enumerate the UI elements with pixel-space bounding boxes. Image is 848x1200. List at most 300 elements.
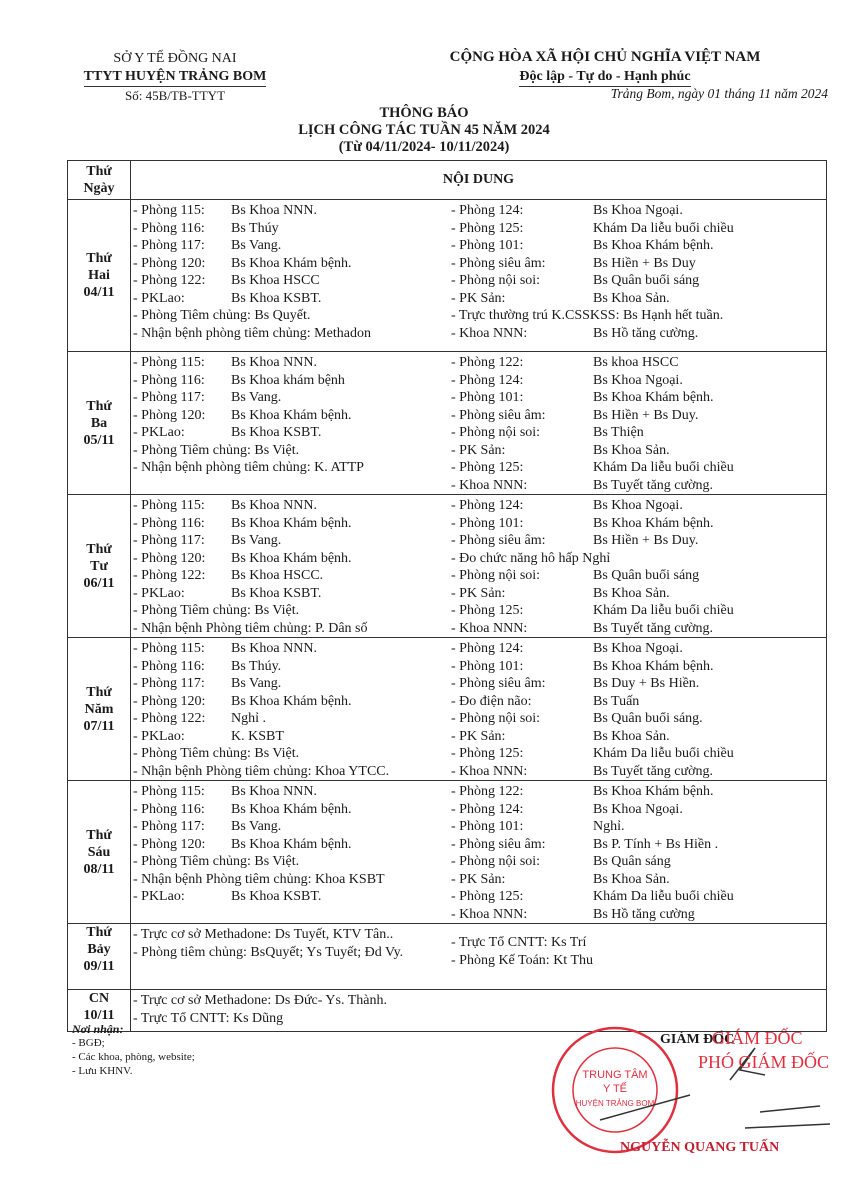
assignment-value: Bs Khoa NNN. bbox=[231, 784, 317, 799]
assignment-line bbox=[133, 515, 451, 533]
signature-block bbox=[540, 1020, 848, 1170]
assignment-line bbox=[451, 818, 826, 836]
assignment-label: - Phòng 115: bbox=[133, 203, 205, 218]
assignment-line bbox=[451, 640, 826, 658]
assignment-value: Bs Khoa NNN. bbox=[231, 498, 317, 513]
svg-text:Y TẾ: Y TẾ bbox=[602, 1083, 628, 1095]
assignment-line bbox=[451, 290, 826, 308]
assignment-value: K. KSBT bbox=[231, 728, 284, 744]
assignment-value: Bs Khoa Sản. bbox=[593, 728, 670, 744]
assignment-label: - Phòng 125: bbox=[451, 746, 524, 761]
assignment-line bbox=[133, 745, 451, 763]
assignment-line bbox=[133, 801, 451, 819]
assignment-value: Bs Vang. bbox=[231, 238, 282, 253]
assignment-line bbox=[451, 389, 826, 407]
assignment-line bbox=[451, 934, 826, 952]
left-assignments bbox=[133, 354, 451, 494]
assignment-label: - Phòng 117: bbox=[133, 533, 205, 548]
assignment-label: - Phòng 125: bbox=[451, 460, 524, 475]
assignment-label: - PK Sản: bbox=[451, 871, 506, 887]
assignment-value: Bs Khoa Khám bệnh. bbox=[231, 255, 352, 271]
assignment-label: - PK Sản: bbox=[451, 442, 506, 458]
assignment-label: - Phòng 122: bbox=[451, 784, 524, 799]
assignment-value: Bs Khoa KSBT. bbox=[231, 889, 322, 904]
assignment-line bbox=[451, 585, 826, 603]
assignment-line bbox=[133, 710, 451, 728]
assignment-line bbox=[451, 888, 826, 906]
content-cell bbox=[131, 200, 827, 352]
content-cell bbox=[131, 924, 827, 990]
assignment-label: - Phòng Tiêm chủng: Bs Việt. bbox=[133, 442, 300, 458]
assignment-label: - Trực thường trú K.CSSKSS: Bs Hạnh hết tuần. bbox=[451, 308, 724, 323]
assignment-label: - Trực cơ sở Methadone: Ds Đức- Ys. Thành. bbox=[133, 993, 387, 1008]
assignment-value: Bs Thúy. bbox=[231, 658, 282, 674]
assignment-line bbox=[451, 602, 826, 620]
assignment-label: - Phòng 115: bbox=[133, 355, 205, 370]
svg-text:TRUNG TÂM: TRUNG TÂM bbox=[582, 1069, 648, 1081]
assignment-line bbox=[133, 290, 451, 308]
assignment-label: - Khoa NNN: bbox=[451, 763, 528, 779]
assignment-label: - Phòng 122: bbox=[451, 355, 524, 370]
assignment-label: - Phòng siêu âm: bbox=[451, 836, 546, 852]
assignment-line bbox=[133, 620, 451, 638]
assignment-value: Bs Khoa Khám bệnh. bbox=[231, 407, 352, 423]
assignment-value: Nghỉ. bbox=[593, 819, 625, 834]
day-label: Thứ bbox=[86, 684, 112, 700]
assignment-label: - Phòng 116: bbox=[133, 220, 205, 236]
assignment-label: - Phòng tiêm chủng: BsQuyết; Ys Tuyết; Đd Vy. bbox=[133, 944, 404, 960]
assignment-line bbox=[451, 675, 826, 693]
assignment-value: Bs Khoa NNN. bbox=[231, 641, 317, 656]
day-label: Thứ bbox=[86, 827, 112, 843]
assignment-value: Bs Khoa NNN. bbox=[231, 203, 317, 218]
assignment-line bbox=[451, 871, 826, 889]
assignment-line bbox=[451, 459, 826, 477]
content-cell bbox=[131, 495, 827, 638]
day-label: 05/11 bbox=[83, 432, 115, 448]
assignment-value: Bs Thúy bbox=[231, 220, 279, 236]
assignment-value: Bs Vang. bbox=[231, 533, 282, 548]
assignment-value: Bs Khoa Khám bệnh. bbox=[593, 238, 714, 253]
assignment-label: - Trực Tổ CNTT: Ks Trí bbox=[451, 935, 587, 950]
assignment-label: - Phòng 115: bbox=[133, 498, 205, 513]
assignment-line bbox=[133, 602, 451, 620]
assignment-value: Bs Vang. bbox=[231, 390, 282, 405]
assignment-label: - Nhận bệnh phòng tiêm chủng: K. ATTP bbox=[133, 460, 364, 475]
assignment-label: - Phòng nội soi: bbox=[451, 273, 541, 288]
assignment-line bbox=[133, 372, 451, 390]
assignment-label: - Phòng 122: bbox=[133, 273, 206, 288]
day-label: 07/11 bbox=[83, 718, 115, 734]
assignment-label: - Phòng nội soi: bbox=[451, 854, 541, 869]
assignment-line bbox=[133, 992, 451, 1010]
assignment-label: - Phòng 117: bbox=[133, 238, 205, 253]
recipient-item: - BGĐ; bbox=[72, 1037, 105, 1049]
right-assignments bbox=[451, 497, 826, 637]
document-title bbox=[0, 105, 848, 156]
assignment-line bbox=[133, 640, 451, 658]
assignment-line bbox=[133, 407, 451, 425]
day-row bbox=[68, 352, 827, 495]
content-column-header: NỘI DUNG bbox=[131, 161, 827, 200]
assignment-line bbox=[133, 354, 451, 372]
day-label: Năm bbox=[84, 701, 114, 717]
assignment-line bbox=[451, 620, 826, 638]
assignment-value: Bs Khoa Khám bệnh. bbox=[231, 515, 352, 531]
assignment-value: Nghỉ . bbox=[231, 711, 266, 726]
assignment-line bbox=[133, 497, 451, 515]
assignment-line bbox=[133, 307, 451, 325]
nation-header bbox=[380, 48, 830, 87]
motto: Độc lập - Tự do - Hạnh phúc bbox=[519, 67, 690, 87]
assignment-line bbox=[133, 389, 451, 407]
assignment-value: Bs Khoa Khám bệnh. bbox=[231, 801, 352, 817]
assignment-line bbox=[133, 888, 451, 906]
assignment-label: - Phòng 115: bbox=[133, 784, 205, 799]
assignment-value: Bs Khoa khám bệnh bbox=[231, 372, 345, 388]
left-assignments bbox=[133, 926, 451, 969]
assignment-value: Bs Hiền + Bs Duy. bbox=[593, 407, 699, 423]
assignment-label: - Phòng 116: bbox=[133, 658, 205, 674]
assignment-line bbox=[451, 272, 826, 290]
assignment-label: - Phòng 101: bbox=[451, 390, 524, 405]
assignment-value: Bs Hồ tăng cường. bbox=[593, 325, 699, 341]
assignment-line bbox=[451, 745, 826, 763]
assignment-line bbox=[451, 407, 826, 425]
assignment-line bbox=[451, 728, 826, 746]
day-label: Thứ bbox=[86, 398, 112, 414]
assignment-label: - Phòng Tiêm chủng: Bs Quyết. bbox=[133, 308, 311, 323]
day-label: CN bbox=[88, 991, 110, 1006]
agency-header bbox=[60, 50, 290, 105]
right-assignments bbox=[451, 202, 826, 342]
assignment-line bbox=[451, 550, 826, 568]
day-label: Ba bbox=[90, 415, 108, 431]
assignment-label: - Phòng 116: bbox=[133, 801, 205, 817]
assignment-label: - Trực cơ sở Methadone: Ds Tuyết, KTV Tân.. bbox=[133, 927, 394, 942]
assignment-value: Bs Khoa Ngoại. bbox=[593, 372, 683, 388]
day-label: 04/11 bbox=[83, 285, 115, 300]
assignment-line bbox=[133, 272, 451, 290]
assignment-line bbox=[133, 532, 451, 550]
assignment-line bbox=[451, 710, 826, 728]
right-assignments bbox=[451, 640, 826, 780]
assignment-label: - Nhận bệnh Phòng tiêm chủng: P. Dân số bbox=[133, 620, 368, 636]
assignment-label: - Phòng Tiêm chủng: Bs Việt. bbox=[133, 746, 300, 761]
ministry-name: SỞ Y TẾ ĐỒNG NAI bbox=[113, 51, 237, 66]
assignment-line bbox=[451, 424, 826, 442]
assignment-line bbox=[451, 354, 826, 372]
assignment-value: Bs Khoa HSCC. bbox=[231, 568, 324, 583]
day-cell bbox=[68, 924, 131, 990]
assignment-line bbox=[451, 442, 826, 460]
assignment-line bbox=[451, 325, 826, 343]
day-row bbox=[68, 638, 827, 781]
assignment-line bbox=[133, 836, 451, 854]
assignment-line bbox=[451, 220, 826, 238]
assignment-label: - Phòng 125: bbox=[451, 603, 524, 618]
assignment-label: - Phòng 125: bbox=[451, 220, 524, 236]
day-row bbox=[68, 924, 827, 990]
assignment-label: - Phòng 117: bbox=[133, 390, 205, 405]
left-assignments bbox=[133, 497, 451, 637]
content-cell bbox=[131, 638, 827, 781]
assignment-line bbox=[451, 477, 826, 495]
day-label: 08/11 bbox=[83, 861, 115, 877]
assignment-value: Bs Duy + Bs Hiền. bbox=[593, 676, 700, 691]
assignment-label: - Nhận bệnh Phòng tiêm chủng: Khoa KSBT bbox=[133, 871, 385, 887]
assignment-label: - Phòng 101: bbox=[451, 515, 524, 531]
nation-name: CỘNG HÒA XÃ HỘI CHỦ NGHĨA VIỆT NAM bbox=[449, 49, 761, 65]
assignment-label: - Đo chức năng hô hấp Nghỉ bbox=[451, 550, 611, 566]
assignment-line bbox=[133, 763, 451, 781]
assignment-value: Bs Khoa Sản. bbox=[593, 871, 670, 887]
assignment-value: Bs Khoa NNN. bbox=[231, 355, 317, 370]
left-assignments bbox=[133, 640, 451, 780]
assignment-value: Bs Tuyết tăng cường. bbox=[593, 477, 714, 493]
assignment-label: - Phòng 124: bbox=[451, 203, 524, 218]
right-assignments bbox=[451, 926, 826, 969]
assignment-value: Bs Khoa Khám bệnh. bbox=[593, 658, 714, 674]
content-cell bbox=[131, 781, 827, 924]
assignment-value: Bs Khoa KSBT. bbox=[231, 290, 322, 306]
left-assignments bbox=[133, 783, 451, 923]
assignment-line bbox=[451, 783, 826, 801]
assignment-line bbox=[451, 658, 826, 676]
assignment-value: Bs Khoa Khám bệnh. bbox=[231, 693, 352, 709]
assignment-value: Bs Khoa Sản. bbox=[593, 585, 670, 601]
assignment-value: Khám Da liễu buổi chiều bbox=[593, 746, 734, 761]
assignment-label: - Phòng siêu âm: bbox=[451, 676, 546, 691]
assignment-value: Bs Hiền + Bs Duy bbox=[593, 255, 696, 271]
assignment-label: - Phòng Tiêm chủng: Bs Việt. bbox=[133, 603, 300, 618]
deputy-title: PHÓ GIÁM ĐỐC bbox=[698, 1052, 830, 1072]
assignment-line bbox=[451, 763, 826, 781]
day-cell bbox=[68, 352, 131, 495]
assignment-value: Bs Vang. bbox=[231, 676, 282, 691]
day-label: 06/11 bbox=[83, 575, 115, 591]
assignment-label: - Phòng nội soi: bbox=[451, 568, 541, 583]
assignment-value: Bs Khoa Khám bệnh. bbox=[231, 836, 352, 852]
day-label: Tư bbox=[90, 558, 108, 574]
assignment-value: Bs Khoa Khám bệnh. bbox=[593, 515, 714, 531]
recipients bbox=[72, 1022, 195, 1078]
assignment-line bbox=[133, 658, 451, 676]
assignment-value: Bs Khoa KSBT. bbox=[231, 585, 322, 601]
assignment-value: Bs Khoa Khám bệnh. bbox=[593, 390, 714, 405]
assignment-label: - Phòng 115: bbox=[133, 641, 205, 656]
assignment-label: - Phòng 124: bbox=[451, 641, 524, 656]
assignment-line bbox=[451, 567, 826, 585]
right-assignments bbox=[451, 354, 826, 494]
right-assignments bbox=[451, 783, 826, 923]
assignment-label: - Khoa NNN: bbox=[451, 325, 528, 341]
assignment-label: - Phòng 120: bbox=[133, 407, 206, 423]
assignment-label: - Đo điện não: bbox=[451, 693, 532, 709]
assignment-label: - Phòng 120: bbox=[133, 693, 206, 709]
assignment-label: - Phòng nội soi: bbox=[451, 711, 541, 726]
assignment-line bbox=[451, 952, 826, 970]
signer-name: NGUYỄN QUANG TUẤN bbox=[620, 1140, 780, 1155]
assignment-value: Khám Da liễu buổi chiều bbox=[593, 220, 734, 236]
assignment-value: Bs Khoa Sản. bbox=[593, 442, 670, 458]
assignment-label: - Phòng Kế Toán: Kt Thu bbox=[451, 952, 593, 968]
svg-text:HUYỆN TRẢNG BOM: HUYỆN TRẢNG BOM bbox=[575, 1099, 655, 1108]
assignment-label: - Phòng 124: bbox=[451, 801, 524, 817]
day-cell bbox=[68, 781, 131, 924]
stamp-title: GIÁM ĐỐC bbox=[712, 1028, 803, 1048]
assignment-label: - PKLao: bbox=[133, 425, 185, 440]
assignment-line bbox=[451, 693, 826, 711]
day-label: 10/11 bbox=[83, 1008, 115, 1023]
assignment-line bbox=[133, 220, 451, 238]
org-name: TTYT HUYỆN TRẢNG BOM bbox=[84, 68, 267, 87]
assignment-value: Bs Thiện bbox=[593, 425, 644, 440]
assignment-line bbox=[133, 237, 451, 255]
assignment-value: Bs Khoa Ngoại. bbox=[593, 801, 683, 817]
assignment-label: - Phòng 101: bbox=[451, 819, 524, 834]
assignment-value: Bs Khoa Ngoại. bbox=[593, 203, 683, 218]
assignment-label: - PKLao: bbox=[133, 585, 185, 601]
assignment-label: - Phòng 120: bbox=[133, 255, 206, 271]
day-row bbox=[68, 495, 827, 638]
schedule-table bbox=[67, 160, 827, 1032]
assignment-label: - Phòng 120: bbox=[133, 836, 206, 852]
assignment-line bbox=[133, 693, 451, 711]
assignment-line bbox=[133, 944, 451, 962]
assignment-value: Bs khoa HSCC bbox=[593, 355, 679, 370]
assignment-value: Bs Hiền + Bs Duy. bbox=[593, 533, 699, 548]
assignment-value: Bs Khoa KSBT. bbox=[231, 425, 322, 440]
recipients-heading: Nơi nhận: bbox=[72, 1022, 124, 1036]
assignment-label: - PK Sản: bbox=[451, 728, 506, 744]
day-cell bbox=[68, 200, 131, 352]
assignment-value: Khám Da liễu buổi chiều bbox=[593, 889, 734, 904]
assignment-label: - Khoa NNN: bbox=[451, 620, 528, 636]
day-column-header: Thứ Ngày bbox=[68, 161, 131, 200]
assignment-line bbox=[133, 255, 451, 273]
assignment-line bbox=[451, 836, 826, 854]
assignment-value: Bs Vang. bbox=[231, 819, 282, 834]
assignment-line bbox=[133, 550, 451, 568]
assignment-line bbox=[133, 675, 451, 693]
day-label: 09/11 bbox=[83, 959, 115, 974]
document-number: Số: 45B/TB-TTYT bbox=[124, 88, 226, 103]
assignment-label: - PKLao: bbox=[133, 889, 185, 904]
assignment-line bbox=[133, 818, 451, 836]
content-cell bbox=[131, 352, 827, 495]
day-label: Bảy bbox=[87, 942, 111, 957]
assignment-line bbox=[133, 202, 451, 220]
assignment-line bbox=[451, 497, 826, 515]
assignment-label: - Phòng 116: bbox=[133, 515, 205, 531]
assignment-line bbox=[451, 532, 826, 550]
assignment-label: - Phòng 120: bbox=[133, 550, 206, 566]
assignment-line bbox=[133, 871, 451, 889]
assignment-label: - Phòng 101: bbox=[451, 238, 524, 253]
assignment-line bbox=[451, 202, 826, 220]
assignment-label: - Khoa NNN: bbox=[451, 477, 528, 493]
left-assignments bbox=[133, 202, 451, 342]
assignment-label: - Nhận bệnh phòng tiêm chủng: Methadon bbox=[133, 325, 371, 341]
assignment-value: Bs Khoa Khám bệnh. bbox=[231, 550, 352, 566]
assignment-value: Khám Da liễu buổi chiều bbox=[593, 603, 734, 618]
assignment-value: Bs Khoa Ngoại. bbox=[593, 498, 683, 513]
assignment-value: Bs Khoa Khám bệnh. bbox=[593, 784, 714, 799]
signer-title: GIÁM ĐỐC bbox=[660, 1032, 735, 1047]
assignment-line bbox=[451, 801, 826, 819]
assignment-label: - Phòng nội soi: bbox=[451, 425, 541, 440]
day-label: Hai bbox=[88, 268, 110, 283]
assignment-label: - PKLao: bbox=[133, 290, 185, 306]
day-label: Thứ bbox=[86, 541, 112, 557]
day-cell bbox=[68, 495, 131, 638]
date-line: Trảng Bom, ngày 01 tháng 11 năm 2024 bbox=[610, 86, 828, 101]
assignment-value: Bs Quân buổi sáng bbox=[593, 273, 700, 288]
assignment-value: Bs Hồ tăng cường bbox=[593, 906, 695, 922]
assignment-line bbox=[451, 307, 826, 325]
assignment-label: - Phòng siêu âm: bbox=[451, 255, 546, 271]
assignment-line bbox=[133, 585, 451, 603]
assignment-label: - Phòng 122: bbox=[133, 711, 206, 726]
assignment-line bbox=[133, 728, 451, 746]
assignment-value: Bs Quân buổi sáng bbox=[593, 568, 700, 583]
assignment-value: Bs Khoa HSCC bbox=[231, 273, 320, 288]
assignment-label: - Phòng siêu âm: bbox=[451, 407, 546, 423]
assignment-line bbox=[133, 783, 451, 801]
assignment-label: - Phòng 101: bbox=[451, 658, 524, 674]
day-label: Thứ bbox=[86, 925, 112, 940]
assignment-line bbox=[451, 906, 826, 924]
assignment-value: Bs Tuyết tăng cường. bbox=[593, 763, 714, 779]
assignment-label: - Phòng Tiêm chủng: Bs Việt. bbox=[133, 854, 300, 869]
assignment-label: - Phòng 117: bbox=[133, 676, 205, 691]
assignment-value: Khám Da liễu buổi chiều bbox=[593, 460, 734, 475]
assignment-value: Bs Tuyết tăng cường. bbox=[593, 620, 714, 636]
assignment-label: - Khoa NNN: bbox=[451, 906, 528, 922]
assignment-value: Bs P. Tính + Bs Hiền . bbox=[593, 836, 719, 852]
day-label: Sáu bbox=[87, 844, 111, 860]
title-line: THÔNG BÁO bbox=[379, 105, 469, 121]
assignment-line bbox=[133, 442, 451, 460]
assignment-value: Bs Quân buổi sáng. bbox=[593, 711, 703, 726]
assignment-line bbox=[451, 515, 826, 533]
title-line: LỊCH CÔNG TÁC TUẦN 45 NĂM 2024 bbox=[298, 122, 550, 138]
assignment-value: Bs Tuấn bbox=[593, 693, 640, 709]
assignment-value: Bs Khoa Sản. bbox=[593, 290, 670, 306]
day-row bbox=[68, 781, 827, 924]
recipient-item: - Lưu KHNV. bbox=[72, 1065, 133, 1077]
assignment-label: - Phòng 125: bbox=[451, 889, 524, 904]
assignment-line bbox=[133, 424, 451, 442]
assignment-label: - Phòng 124: bbox=[451, 372, 524, 388]
assignment-line bbox=[451, 372, 826, 390]
assignment-label: - PK Sản: bbox=[451, 585, 506, 601]
assignment-label: - Phòng 122: bbox=[133, 568, 206, 583]
assignment-label: - PKLao: bbox=[133, 728, 185, 744]
assignment-value: Bs Khoa Ngoại. bbox=[593, 641, 683, 656]
assignment-label: - PK Sản: bbox=[451, 290, 506, 306]
assignment-label: - Phòng 117: bbox=[133, 819, 205, 834]
day-label: Thứ bbox=[86, 251, 112, 266]
assignment-line bbox=[451, 255, 826, 273]
assignment-line bbox=[133, 853, 451, 871]
assignment-line bbox=[451, 237, 826, 255]
assignment-line bbox=[451, 853, 826, 871]
assignment-label: - Phòng 124: bbox=[451, 498, 524, 513]
assignment-line bbox=[133, 926, 451, 944]
assignment-label: - Trực Tổ CNTT: Ks Dũng bbox=[133, 1010, 284, 1026]
